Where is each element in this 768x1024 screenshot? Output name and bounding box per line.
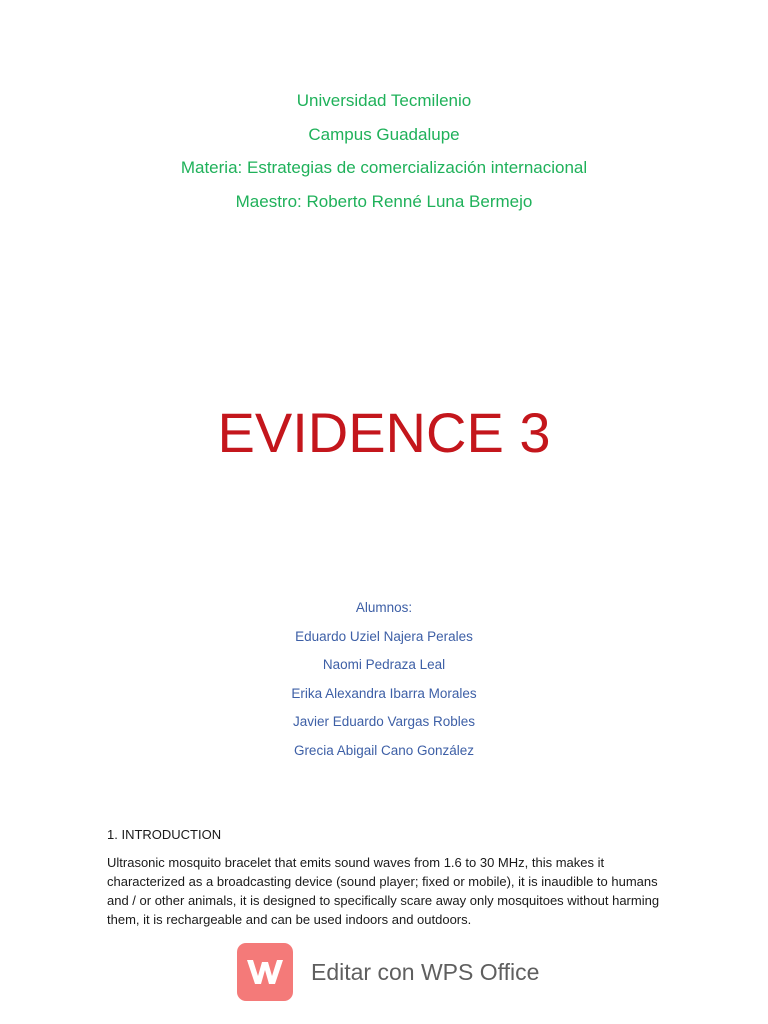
document-title: EVIDENCE 3 [217, 401, 551, 464]
section-heading: 1. INTRODUCTION [107, 827, 222, 842]
teacher-name: Maestro: Roberto Renné Luna Bermejo [235, 191, 533, 211]
students-label: Alumnos: [355, 600, 413, 615]
students-block [0, 597, 768, 768]
section-body: Ultrasonic mosquito bracelet that emits sound waves from 1.6 to 30 MHz, this makes it characterized as a broadcasting device (sound player; fixed or mobile), it is inaudible to humans and / or other animals, it is designed to specifically scare away only mosquitoes without harming them, it is rechargeable and can be used indoors and outdoors. [107, 855, 660, 927]
student-name: Erika Alexandra Ibarra Morales [291, 685, 477, 701]
wps-edit-text[interactable]: Editar con WPS Office [311, 959, 540, 985]
wps-edit-banner[interactable] [237, 942, 539, 1002]
campus-name: Campus Guadalupe [308, 124, 460, 144]
introduction-section [107, 825, 667, 929]
student-name: Eduardo Uziel Najera Perales [295, 628, 473, 644]
university-name: Universidad Tecmilenio [296, 91, 472, 110]
student-name: Grecia Abigail Cano González [293, 742, 475, 758]
student-name: Naomi Pedraza Leal [322, 657, 446, 672]
wps-office-logo-icon[interactable] [237, 943, 293, 1001]
header-block [0, 88, 768, 222]
student-name: Javier Eduardo Vargas Robles [292, 714, 476, 729]
course-name: Materia: Estrategias de comercialización internacional [180, 158, 588, 177]
wps-w-glyph-icon [244, 957, 286, 987]
